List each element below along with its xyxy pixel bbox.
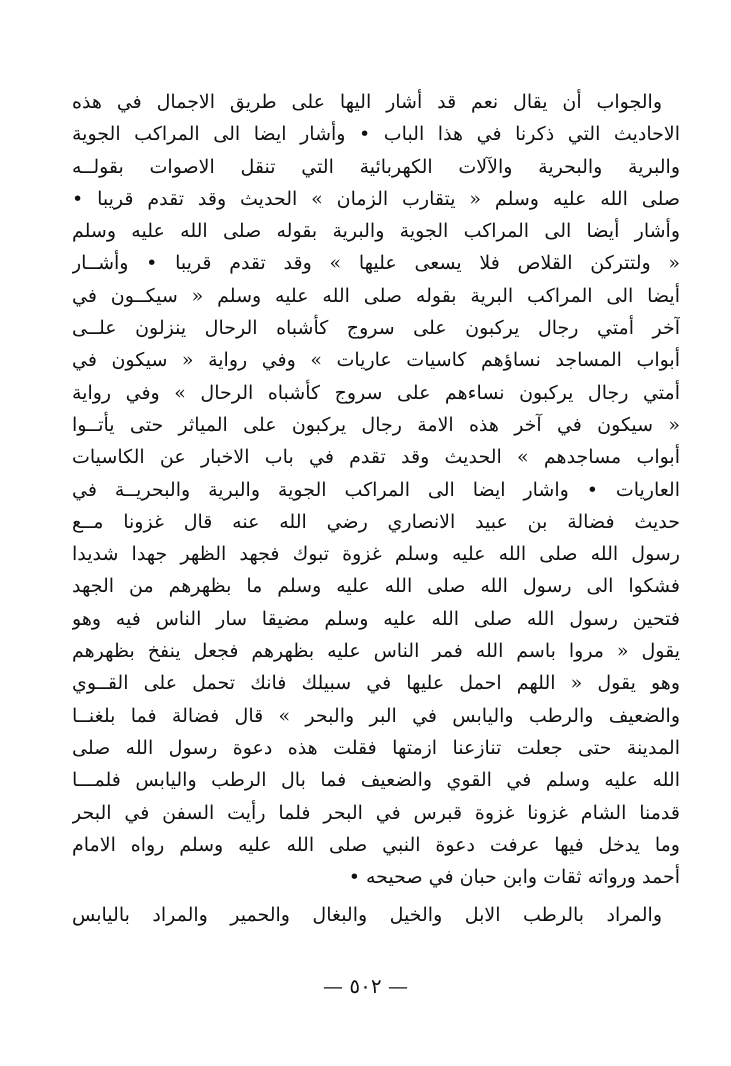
- text-line: أبواب مساجدهم » الحديث وقد تقدم في باب الاخبار عن الكاسيات: [72, 446, 680, 469]
- text-line: رسول الله صلى الله عليه وسلم غزوة تبوك فجهد الظهر جهدا شديدا: [72, 543, 680, 566]
- text-line: « سيكون في آخر هذه الامة رجال يركبون على المياثر حتى يأتــوا: [72, 413, 680, 436]
- text-line: العاريات • واشار ايضا الى المراكب الجوية والبرية والبحريــة في: [72, 478, 680, 501]
- text-line: صلى الله عليه وسلم « يتقارب الزمان » الحديث وقد تقدم قريبا •: [72, 187, 680, 210]
- text-line: أيضا الى المراكب البرية بقوله صلى الله عليه وسلم « سيكــون في: [72, 284, 680, 307]
- text-line: يقول « مروا باسم الله فمر الناس عليه بظهرهم فجعل ينفخ بظهرهم: [72, 640, 680, 663]
- text-line: وهو يقول « اللهم احمل عليها في سبيلك فانك تحمل على القــوي: [72, 672, 680, 695]
- text-line: وأشار أيضا الى المراكب الجوية والبرية بقوله صلى الله عليه وسلم: [72, 220, 680, 243]
- text-line: والجواب أن يقال نعم قد أشار اليها على طريق الاجمال في هذه: [72, 91, 662, 113]
- text-line: والمراد بالرطب الابل والخيل والبغال والحمير والمراد باليابس: [72, 904, 662, 927]
- text-line: المدينة حتى جعلت تنازعنا ازمتها فقلت هذه دعوة رسول الله صلى: [72, 736, 680, 759]
- text-line: فتحين رسول الله صلى الله عليه وسلم مضيقا سار الناس فيه وهو: [72, 607, 680, 630]
- paragraph-2: [72, 899, 680, 931]
- text-line: أبواب المساجد نساؤهم كاسيات عاريات » وفي رواية « سيكون في: [72, 349, 680, 372]
- text-line: الله عليه وسلم في القوي والضعيف فما بال الرطب واليابس فلمـــا: [72, 769, 680, 792]
- text-line: والبرية والبحرية والآلات الكهربائية التي تنقل الاصوات بقولــه: [72, 155, 680, 178]
- text-line: والضعيف والرطب واليابس في البر والبحر » قال فضالة فما بلغنــا: [72, 704, 680, 727]
- text-line: أمتي رجال يركبون نساءهم على سروج كأشباه الرحال » وفي رواية: [72, 381, 680, 404]
- body-text: [72, 86, 680, 932]
- text-line: أحمد ورواته ثقات وابن حبان في صحيحه •: [348, 866, 680, 889]
- text-line: فشكوا الى رسول الله صلى الله عليه وسلم ما بظهرهم من الجهد: [72, 575, 680, 598]
- text-line: حديث فضالة بن عبيد الانصاري رضي الله عنه قال غزونا مــع: [72, 510, 680, 533]
- text-line: وما يدخل فيها عرفت دعوة النبي صلى الله عليه وسلم رواه الامام: [72, 833, 680, 856]
- text-line: « ولتتركن القلاص فلا يسعى عليها » وقد تقدم قريبا • وأشــار: [72, 252, 680, 275]
- page-number: — ٥٠٢ —: [323, 974, 408, 998]
- paragraph-1: [72, 86, 680, 893]
- text-line: الاحاديث التي ذكرنا في هذا الباب • وأشار ايضا الى المراكب الجوية: [72, 123, 680, 146]
- text-line: آخر أمتي رجال يركبون على سروج كأشباه الرحال ينزلون علــى: [72, 317, 680, 340]
- text-line: قدمنا الشام غزونا غزوة قبرس في البحر فلما رأيت السفن في البحر: [72, 801, 680, 824]
